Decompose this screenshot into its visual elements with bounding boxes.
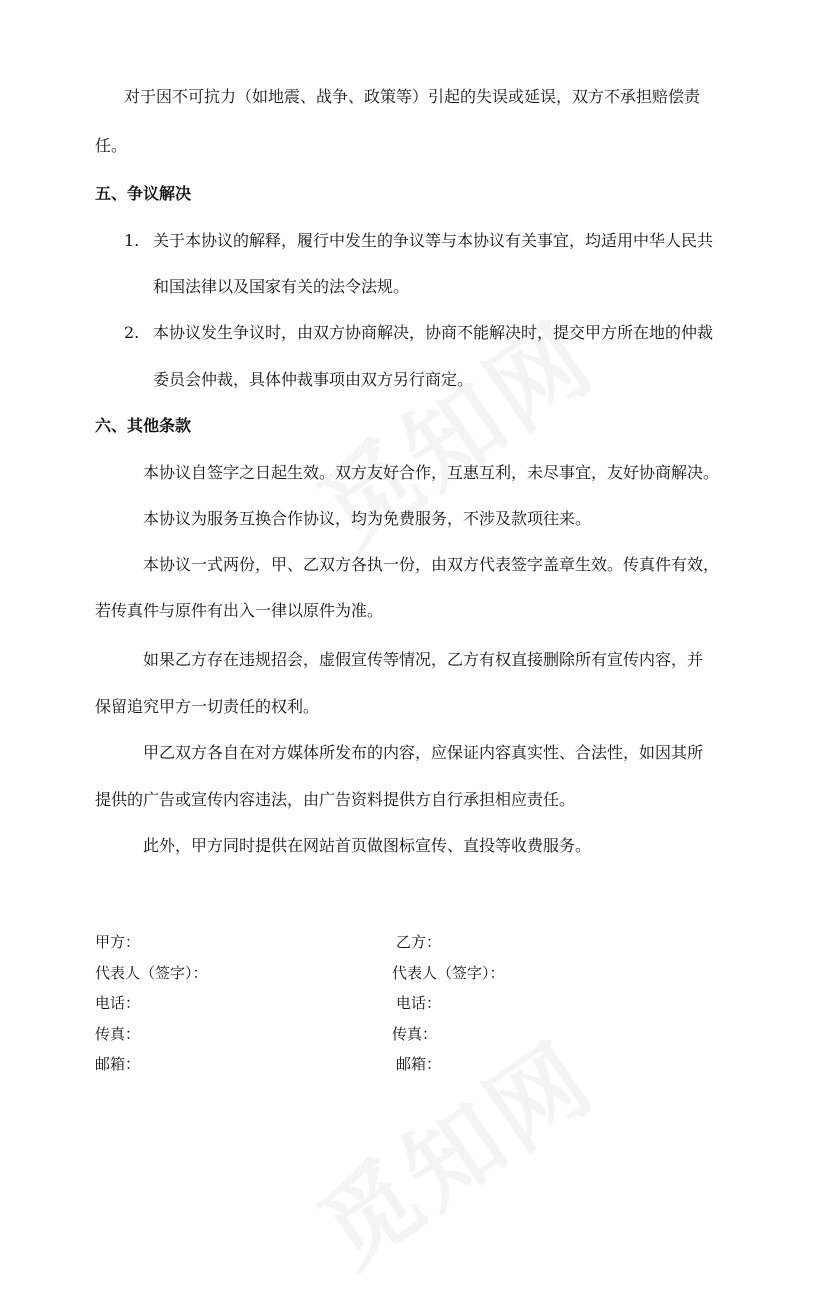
paragraph-line2: 提供的广告或宣传内容违法，由广告资料提供方自行承担相应责任。 <box>95 790 576 809</box>
force-majeure-line2: 任。 <box>95 136 128 155</box>
party-a-fax: 传真： <box>95 1025 141 1043</box>
list-item-line: 和国法律以及国家有关的法令法规。 <box>153 277 410 296</box>
paragraph: 此外，甲方同时提供在网站首页做图标宣传、直投等收费服务。 <box>143 836 592 855</box>
paragraph-line1: 本协议一式两份，甲、乙双方各执一份，由双方代表签字盖章生效。传真件有效， <box>143 555 720 574</box>
party-a-label: 甲方： <box>95 933 141 951</box>
paragraph: 本协议自签字之日起生效。双方友好合作，互惠互利，未尽事宜，友好协商解决。 <box>143 463 720 482</box>
list-item-number: 1. <box>124 231 140 250</box>
party-b-email: 邮箱： <box>396 1055 442 1073</box>
list-item-line: 本协议发生争议时，由双方协商解决，协商不能解决时，提交甲方所在地的仲裁 <box>153 323 714 342</box>
paragraph-line2: 若传真件与原件有出入一律以原件为准。 <box>95 601 384 620</box>
paragraph-line2: 保留追究甲方一切责任的权利。 <box>95 697 320 716</box>
paragraph-line1: 甲乙双方各自在对方媒体所发布的内容，应保证内容真实性、合法性，如因其所 <box>143 743 704 762</box>
party-b-label: 乙方： <box>396 933 442 951</box>
section-heading-other-terms: 六、其他条款 <box>95 416 192 435</box>
party-a-representative: 代表人（签字）： <box>95 964 208 982</box>
list-item-number: 2. <box>124 323 140 342</box>
force-majeure-line1: 对于因不可抗力（如地震、战争、政策等）引起的失误或延误，双方不承担赔偿责 <box>124 87 701 106</box>
party-b-fax: 传真： <box>392 1025 438 1043</box>
party-a-email: 邮箱： <box>95 1055 141 1073</box>
list-item-line: 委员会仲裁，具体仲裁事项由双方另行商定。 <box>153 370 474 389</box>
list-item-line: 关于本协议的解释，履行中发生的争议等与本协议有关事宜，均适用中华人民共 <box>153 231 714 250</box>
paragraph: 本协议为服务互换合作协议，均为免费服务，不涉及款项往来。 <box>143 509 592 528</box>
section-heading-dispute: 五、争议解决 <box>95 184 192 203</box>
party-b-phone: 电话： <box>396 994 442 1012</box>
paragraph-line1: 如果乙方存在违规招会，虚假宣传等情况，乙方有权直接删除所有宣传内容，并 <box>143 650 704 669</box>
party-a-phone: 电话： <box>95 994 141 1012</box>
party-b-representative: 代表人（签字）： <box>392 964 505 982</box>
